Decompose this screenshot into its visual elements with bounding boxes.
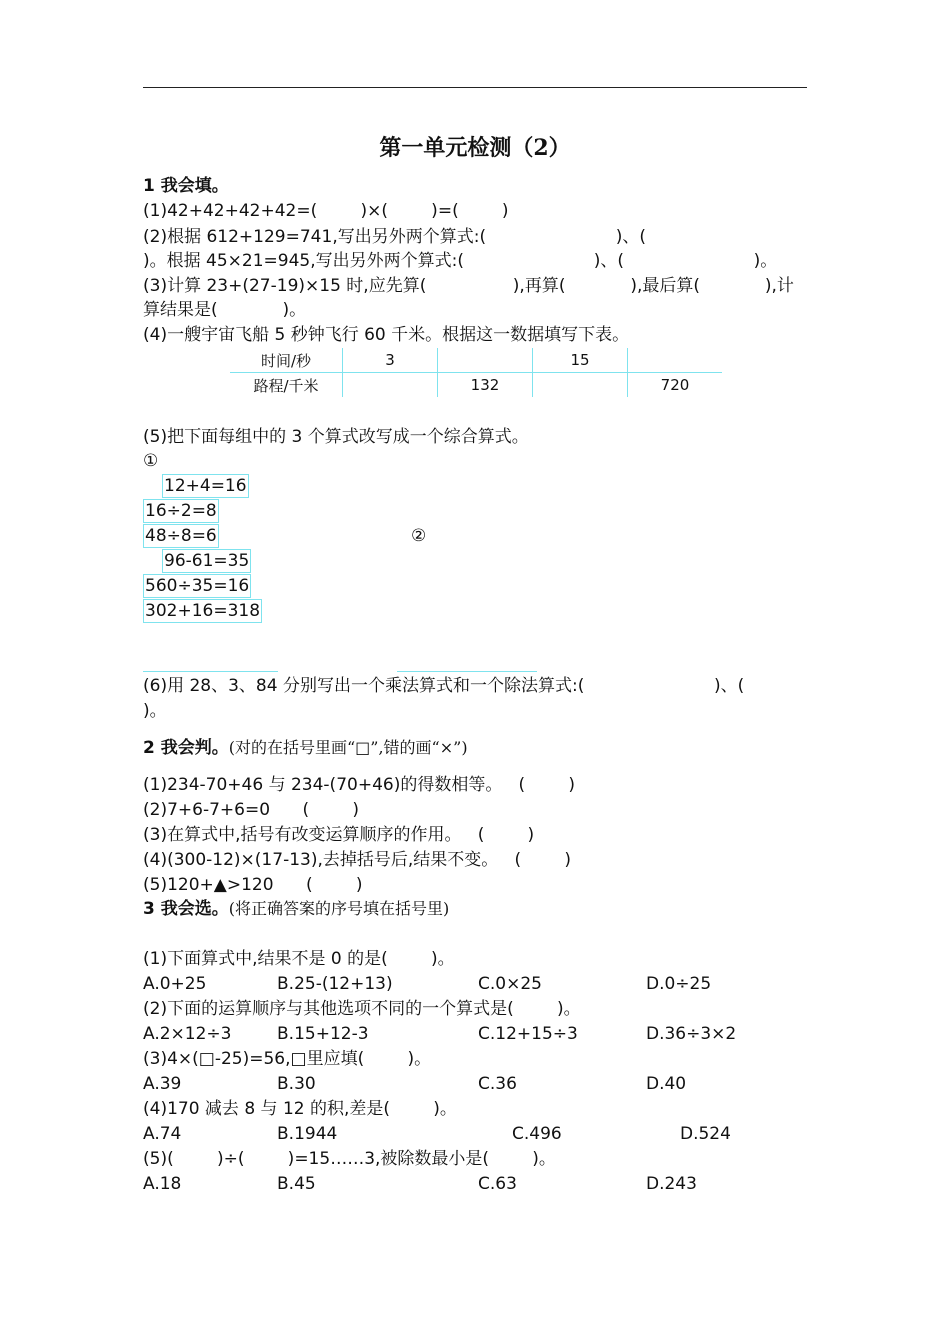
s3-q2-opt-d: D.36÷3×2 [646, 1024, 737, 1044]
group-1-eq-2: 16÷2=8 [145, 501, 217, 521]
table-row-distance [230, 373, 722, 398]
s1-q6-line1: (6)用 28、3、84 分别写出一个乘法算式和一个除法算式:( )、( [143, 676, 745, 696]
table-row-time [230, 348, 722, 373]
table-cell: 路程/千米 [253, 376, 319, 395]
s3-q3-opt-b: B.30 [277, 1074, 316, 1094]
page-title: 第一单元检测（2） [379, 135, 571, 161]
table-cell: 时间/秒 [260, 351, 312, 370]
group-2-eq-2: 560÷35=16 [145, 576, 250, 596]
s1-q4: (4)一艘宇宙飞船 5 秒钟飞行 60 千米。根据这一数据填写下表。 [143, 325, 630, 345]
s3-q4-opt-b: B.1944 [277, 1124, 338, 1144]
s3-q4-opt-a: A.74 [143, 1124, 182, 1144]
s2-item-5: (5)120+▲>120 ( ) [143, 875, 363, 895]
section-3-header [143, 899, 449, 919]
s1-q3-line2: 算结果是( )。 [143, 300, 307, 320]
s3-q1-opt-a: A.0+25 [143, 974, 207, 994]
table-cell: 132 [438, 373, 533, 398]
section-2-note: (对的在括号里画“□”,错的画“×”) [228, 738, 468, 757]
table-cell: 3 [343, 348, 438, 373]
s3-q2-opt-b: B.15+12-3 [277, 1024, 369, 1044]
group-2-eq-3: 302+16=318 [145, 601, 261, 621]
table-cell [533, 373, 628, 398]
s3-q5-opt-a: A.18 [143, 1174, 182, 1194]
s3-q5: (5)( )÷( )=15……3,被除数最小是( )。 [143, 1149, 556, 1169]
s3-q4-opt-d: D.524 [680, 1124, 731, 1144]
table-cell [438, 348, 533, 373]
s3-q1: (1)下面算式中,结果不是 0 的是( )。 [143, 949, 455, 969]
group-1-marker: ① [143, 451, 159, 471]
s3-q3-opt-d: D.40 [646, 1074, 687, 1094]
s2-item-4: (4)(300-12)×(17-13),去掉括号后,结果不变。 ( ) [143, 850, 571, 870]
group-1-eq-1: 12+4=16 [164, 476, 247, 496]
s3-q3-opt-c: C.36 [478, 1074, 517, 1094]
section-3-heading: 3 我会选。 [143, 899, 229, 919]
header-rule [143, 87, 807, 88]
s1-q6-line2: )。 [143, 701, 167, 721]
s1-q2-line1: (2)根据 612+129=741,写出另外两个算式:( )、( [143, 227, 647, 247]
s3-q2-opt-c: C.12+15÷3 [478, 1024, 578, 1044]
table-cell [343, 373, 438, 398]
s3-q5-opt-d: D.243 [646, 1174, 697, 1194]
s2-item-3: (3)在算式中,括号有改变运算顺序的作用。 ( ) [143, 825, 535, 845]
section-3-note: (将正确答案的序号填在括号里) [228, 899, 450, 918]
s2-item-1: (1)234-70+46 与 234-(70+46)的得数相等。 ( ) [143, 775, 576, 795]
s1-q1: (1)42+42+42+42=( )×( )=( ) [143, 201, 509, 221]
s3-q4: (4)170 减去 8 与 12 的积,差是( )。 [143, 1099, 457, 1119]
answer-line-1 [143, 671, 278, 672]
s3-q3-opt-a: A.39 [143, 1074, 182, 1094]
s1-q5: (5)把下面每组中的 3 个算式改写成一个综合算式。 [143, 427, 529, 447]
table-cell: 15 [533, 348, 628, 373]
s3-q5-opt-c: C.63 [478, 1174, 517, 1194]
section-2-header [143, 738, 468, 758]
section-1-heading: 1 我会填。 [143, 176, 229, 196]
s2-item-2: (2)7+6-7+6=0 ( ) [143, 800, 359, 820]
s3-q1-opt-b: B.25-(12+13) [277, 974, 393, 994]
s3-q4-opt-c: C.496 [512, 1124, 562, 1144]
group-1-eq-3: 48÷8=6 [145, 526, 217, 546]
s3-q5-opt-b: B.45 [277, 1174, 316, 1194]
s3-q1-opt-c: C.0×25 [478, 974, 542, 994]
s1-q3-line1: (3)计算 23+(27-19)×15 时,应先算( ),再算( ),最后算( ),计 [143, 276, 794, 296]
table-cell [628, 348, 723, 373]
s3-q3: (3)4×(□-25)=56,□里应填( )。 [143, 1049, 432, 1069]
group-2-marker: ② [411, 526, 427, 546]
s3-q2: (2)下面的运算顺序与其他选项不同的一个算式是( )。 [143, 999, 581, 1019]
table-cell: 720 [628, 373, 723, 398]
s1-q2-line2: )。根据 45×21=945,写出另外两个算式:( )、( )。 [143, 251, 778, 271]
group-2-eq-1: 96-61=35 [164, 551, 250, 571]
s3-q1-opt-d: D.0÷25 [646, 974, 712, 994]
s3-q2-opt-a: A.2×12÷3 [143, 1024, 232, 1044]
section-2-heading: 2 我会判。 [143, 738, 229, 758]
answer-line-2 [397, 671, 537, 672]
speed-table [230, 348, 722, 397]
